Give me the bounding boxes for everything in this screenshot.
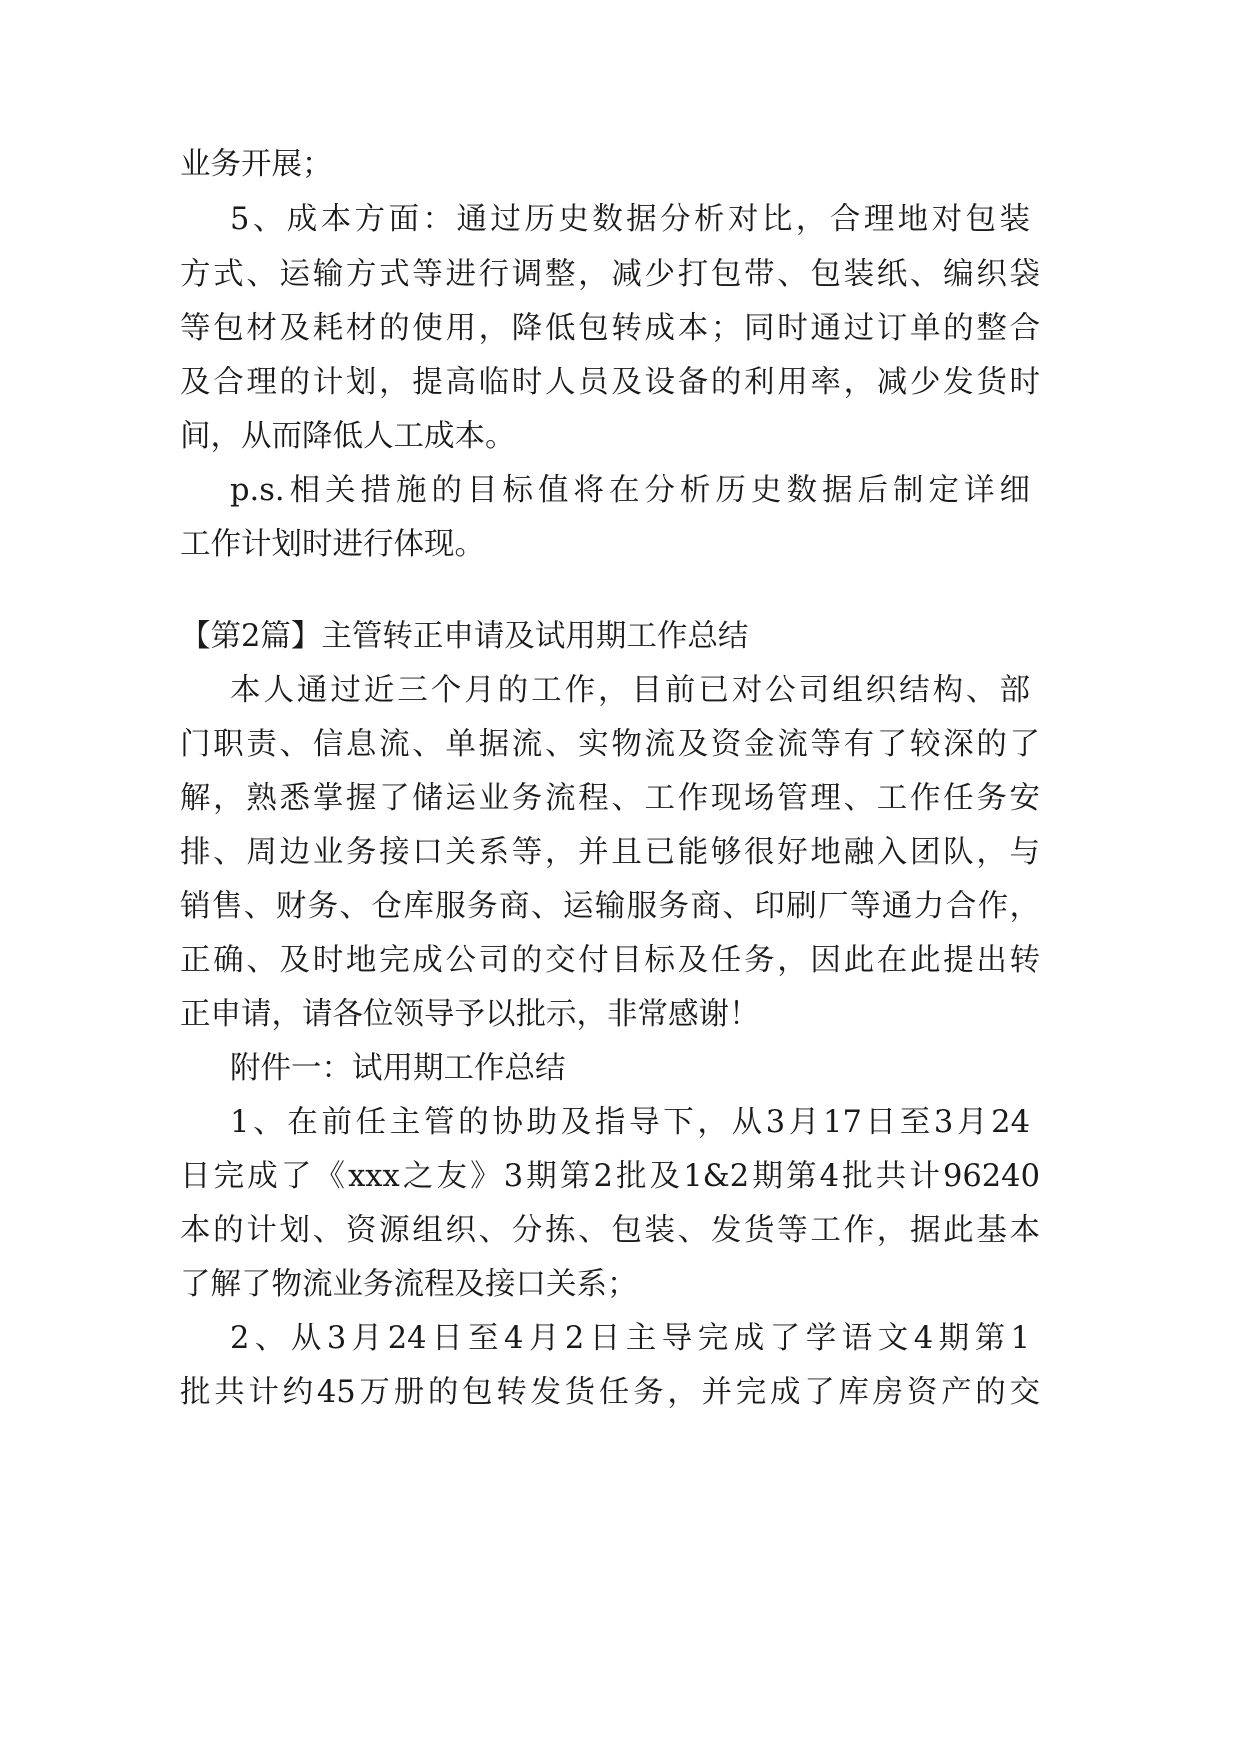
body-text-line: 等包材及耗材的使用，降低包转成本；同时通过订单的整合 [180,311,1040,346]
body-text-line: 排、周边业务接口关系等，并且已能够很好地融入团队，与 [180,835,1040,870]
body-text-line: 正申请，请各位领导予以批示，非常感谢！ [180,997,760,1032]
body-text-line: 方式、运输方式等进行调整，减少打包带、包装纸、编织袋 [180,257,1040,292]
body-text-line: 5、成本方面：通过历史数据分析对比，合理地对包装 [230,202,1030,237]
section-heading: 【第2篇】主管转正申请及试用期工作总结 [180,619,749,654]
body-text-line: 正确、及时地完成公司的交付目标及任务，因此在此提出转 [180,943,1040,978]
body-text-line: 附件一：试用期工作总结 [230,1051,566,1086]
body-text-line: 销售、财务、仓库服务商、运输服务商、印刷厂等通力合作， [180,889,1040,924]
body-text-line: 工作计划时进行体现。 [180,527,485,562]
body-text-line: 1、在前任主管的协助及指导下，从3月17日至3月24 [230,1105,1030,1140]
body-text-line: 本的计划、资源组织、分拣、包装、发货等工作，据此基本 [180,1213,1040,1248]
body-text-line: 解，熟悉掌握了储运业务流程、工作现场管理、工作任务安 [180,781,1040,816]
body-text-line: 了解了物流业务流程及接口关系； [180,1267,638,1302]
body-text-line: 门职责、信息流、单据流、实物流及资金流等有了较深的了 [180,727,1040,762]
body-text-line: 2、从3月24日至4月2日主导完成了学语文4期第1 [230,1321,1030,1356]
body-text-line: 日完成了《xxx之友》3期第2批及1&2期第4批共计96240 [180,1159,1040,1194]
body-text-line: 及合理的计划，提高临时人员及设备的利用率，减少发货时 [180,365,1040,400]
body-text-line: 间，从而降低人工成本。 [180,419,516,454]
body-text-line: 业务开展； [180,147,333,182]
body-text-line: 批共计约45万册的包转发货任务，并完成了库房资产的交 [180,1375,1040,1410]
body-text-line: p.s.相关措施的目标值将在分析历史数据后制定详细 [230,473,1030,508]
body-text-line: 本人通过近三个月的工作，目前已对公司组织结构、部 [230,673,1030,708]
